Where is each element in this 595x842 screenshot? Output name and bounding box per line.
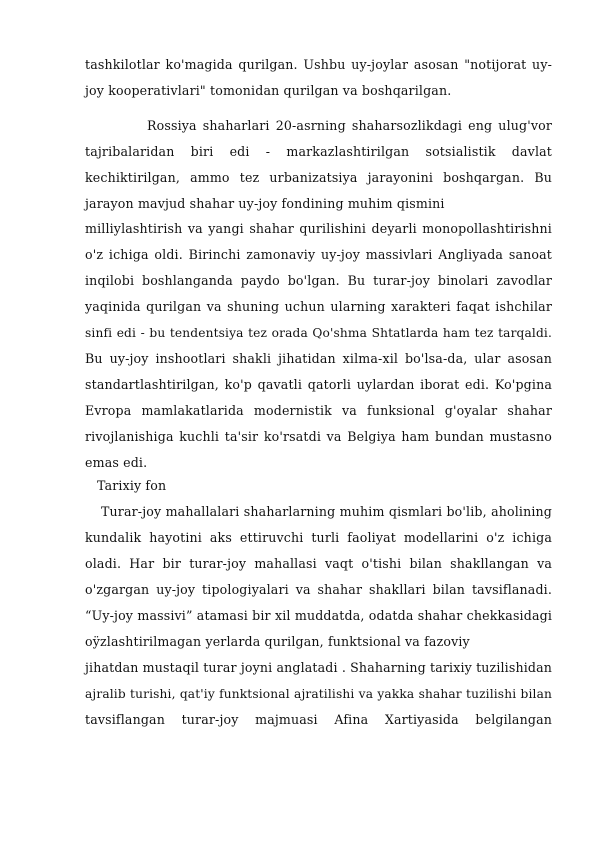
text-line: jarayon mavjud shahar uy-joy fondining muhim qismini <box>85 196 445 211</box>
text-line: yaqinida qurilgan va shuning uchun ularning xarakteri faqat ishchilar <box>85 299 552 314</box>
text-line: sinfi edi - bu tendentsiya tez orada Qo'shma Shtatlarda ham tez tarqaldi. <box>85 326 552 340</box>
text-line: rivojlanishiga kuchli ta'sir ko'rsatdi va Belgiya ham bundan mustasno <box>85 429 552 444</box>
text-line: ajralib turishi, qat'iy funktsional ajratilishi va yakka shahar tuzilishi bilan <box>85 687 552 701</box>
text-line: Rossiya shaharlari 20-asrning shaharsozlikdagi eng ulug'vor <box>147 118 552 133</box>
section-heading: Tarixiy fon <box>97 478 167 493</box>
text-line: “Uy-joy massivi” atamasi bir xil muddatda, odatda shahar chekkasidagi <box>85 608 552 623</box>
text-line: milliylashtirish va yangi shahar qurilishini deyarli monopollashtirishni <box>85 221 552 236</box>
text-line: o'zgargan uy-joy tipologiyalari va shahar shakllari bilan tavsiflanadi. <box>85 582 552 597</box>
text-line: o'z ichiga oldi. Birinchi zamonaviy uy-joy massivlari Angliyada sanoat <box>85 247 552 262</box>
text-line: tavsiflangan turar-joy majmuasi Afina Xartiyasida belgilangan <box>85 712 552 727</box>
text-line: emas edi. <box>85 455 148 470</box>
text-line: oÿzlashtirilmagan yerlarda qurilgan, funktsional va fazoviy <box>85 634 470 649</box>
text-line: Bu uy-joy inshootlari shakli jihatidan xilma-xil bo'lsa-da, ular asosan <box>85 351 552 366</box>
text-line: tashkilotlar ko'magida qurilgan. Ushbu uy-joylar asosan "notijorat uy- <box>85 57 552 72</box>
text-line: joy kooperativlari" tomonidan qurilgan va boshqarilgan. <box>85 83 452 98</box>
text-line: tajribalaridan biri edi - markazlashtirilgan sotsialistik davlat <box>85 144 552 159</box>
text-line: kundalik hayotini aks ettiruvchi turli faoliyat modellarini o'z ichiga <box>85 530 552 545</box>
text-line: oladi. Har bir turar-joy mahallasi vaqt o'tishi bilan shakllangan va <box>85 556 552 571</box>
text-line: jihatdan mustaqil turar joyni anglatadi . Shaharning tarixiy tuzilishidan <box>85 660 553 675</box>
text-line: inqilobi boshlanganda paydo bo'lgan. Bu turar-joy binolari zavodlar <box>85 273 552 288</box>
text-line: Turar-joy mahallalari shaharlarning muhim qismlari bo'lib, aholining <box>101 504 552 519</box>
text-line: Evropa mamlakatlarida modernistik va funksional g'oyalar shahar <box>85 403 552 418</box>
text-line: kechiktirilgan, ammo tez urbanizatsiya jarayonini boshqargan. Bu <box>85 170 552 185</box>
text-line: standartlashtirilgan, ko'p qavatli qatorli uylardan iborat edi. Ko'pgina <box>85 377 552 392</box>
